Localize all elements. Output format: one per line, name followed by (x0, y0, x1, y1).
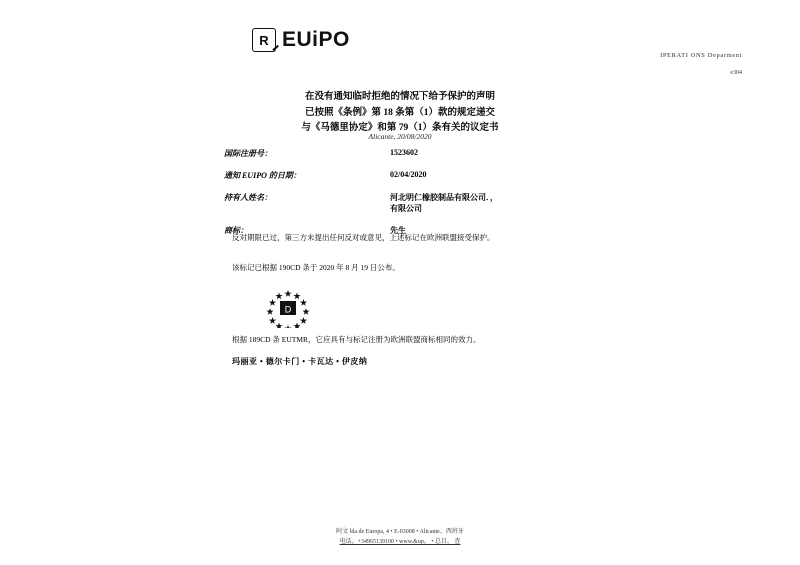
field-row (224, 192, 576, 214)
field-value: 02/04/2020 (390, 170, 427, 179)
european-union-emblem (262, 288, 314, 328)
euipo-logo-mark-icon: R (252, 28, 276, 52)
field-row (224, 170, 576, 181)
footer-address: 阿文 lda de Europa, 4 • E-03008 • Alicante、西班牙 (336, 528, 464, 535)
signature-name: 玛丽亚 • 德尔卡门 • 卡瓦达 • 伊皮纳 (232, 357, 368, 366)
department-label: IPERATI ONS Deparment (660, 52, 742, 59)
field-row (224, 148, 576, 159)
field-value-line-1: 河北明仁橡胶制品有限公司．， (390, 193, 498, 202)
footer (0, 527, 800, 547)
euipo-logo-text: EUiPO (282, 28, 350, 51)
field-label: 通知 EUIPO 的日期： (224, 171, 301, 180)
title-line-1: 在没有通知临时拒绝的情况下给予保护的声明 (304, 92, 495, 102)
title-line-2: 已按照《条例》第 18 条第（1）款的规定递交 (304, 107, 495, 118)
euipo-logo (252, 28, 350, 52)
paragraph-opposition: 反对期限已过，第三方未提出任何反对或意见，上述标记在欧洲联盟接受保护。 (232, 233, 495, 242)
place-and-date: Alicante, 20/08/2020 (368, 132, 432, 141)
field-label: 商标： (224, 226, 248, 235)
field-label: 国际注册号： (224, 149, 272, 158)
paragraph-effect: 根据 189CD 条 EUTMR，它应具有与标记注册为欧洲联盟商标相同的效力。 (232, 335, 481, 344)
page-mark: e304 (730, 70, 742, 76)
field-value: 先生 (390, 226, 406, 235)
field-value: 1523602 (390, 148, 418, 157)
title-line-3: 与《马德里协定》和第 79（1）条有关的议定书 (301, 123, 499, 134)
svg-text:D: D (284, 304, 292, 315)
footer-contact: 电话。+34965139100 • www.&up。 • 总目。 查 (339, 538, 461, 545)
field-value-line-2: 有限公司 (390, 204, 422, 213)
field-label: 持有人姓名： (224, 193, 272, 202)
paragraph-publication: 该标记已根据 190CD 条于 2020 年 8 月 19 日公布。 (232, 263, 400, 272)
document-title (0, 90, 800, 137)
field-value (374, 192, 576, 214)
